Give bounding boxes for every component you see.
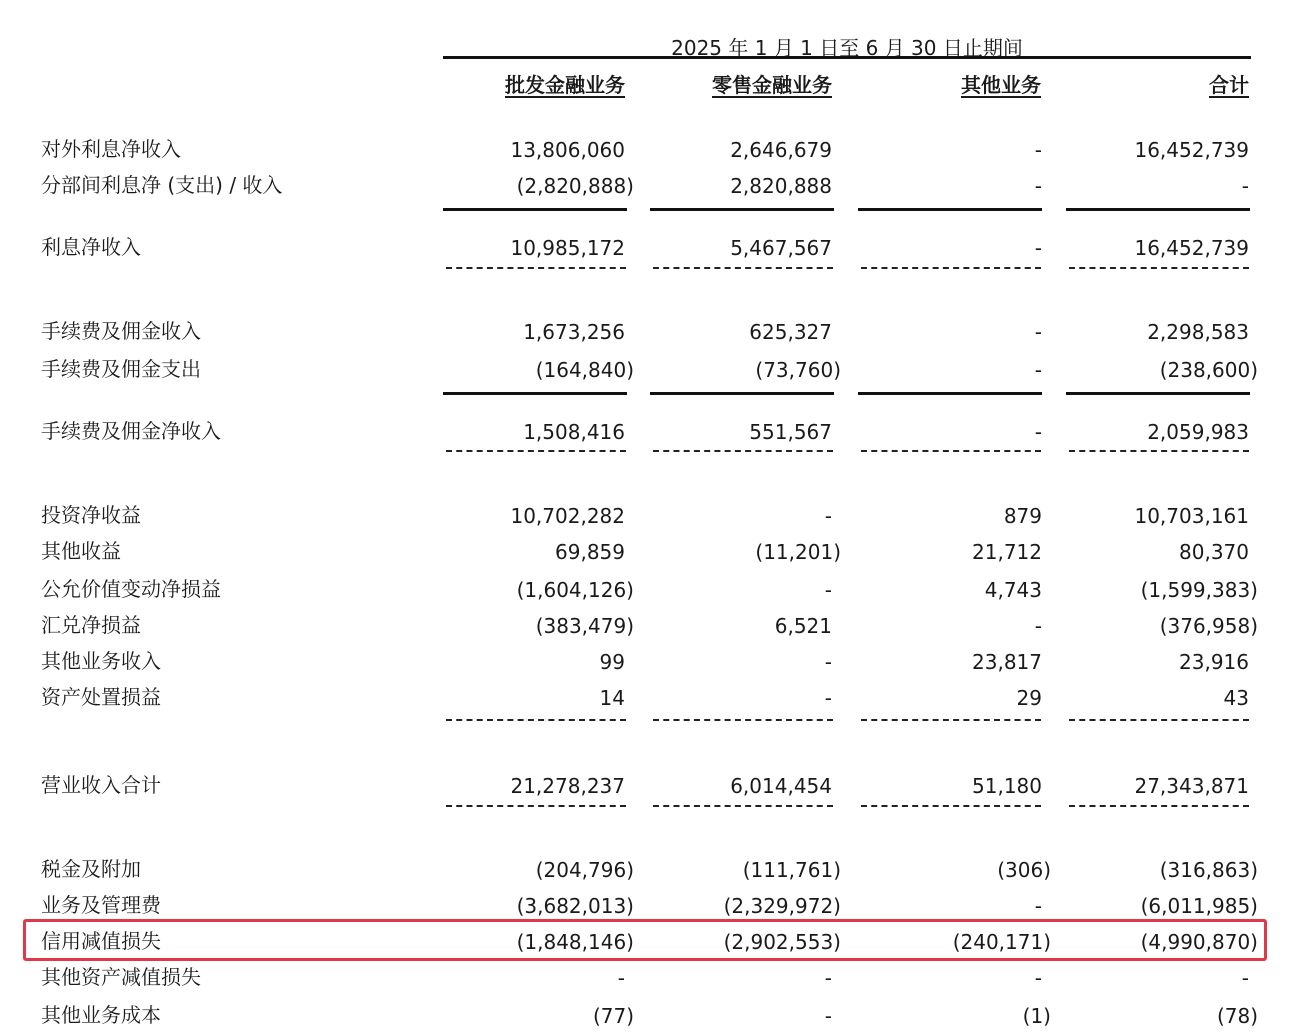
cell-wholesale: 14: [599, 686, 625, 710]
row-label: 税金及附加: [41, 857, 141, 881]
solid-rule: [1066, 392, 1250, 395]
cell-wholesale: 1,673,256: [523, 320, 625, 344]
dashed-rule: [446, 267, 626, 269]
row-label: 公允价值变动净损益: [41, 577, 221, 601]
cell-wholesale: (204,796): [535, 858, 634, 882]
header-rule: [443, 56, 1251, 59]
cell-retail: -: [824, 686, 832, 710]
row-label: 其他业务收入: [41, 649, 161, 673]
dashed-rule: [653, 267, 833, 269]
cell-total: -: [1241, 174, 1249, 198]
cell-retail: -: [824, 966, 832, 990]
cell-retail: (11,201): [755, 540, 841, 564]
cell-total: (6,011,985): [1140, 894, 1258, 918]
row-label: 手续费及佣金净收入: [41, 419, 221, 443]
cell-wholesale: (3,682,013): [516, 894, 634, 918]
cell-retail: 6,521: [774, 614, 832, 638]
cell-retail: (2,329,972): [723, 894, 841, 918]
cell-retail: -: [824, 578, 832, 602]
period-title: 2025 年 1 月 1 日至 6 月 30 日止期间: [671, 36, 1023, 60]
cell-other: -: [1034, 174, 1042, 198]
cell-wholesale: -: [617, 966, 625, 990]
row-label: 手续费及佣金收入: [41, 319, 201, 343]
row-label: 手续费及佣金支出: [41, 357, 201, 381]
cell-total: 16,452,739: [1134, 138, 1249, 162]
dashed-rule: [1069, 450, 1249, 452]
cell-total: 2,298,583: [1147, 320, 1249, 344]
cell-total: (1,599,383): [1140, 578, 1258, 602]
cell-total: 43: [1223, 686, 1249, 710]
cell-wholesale: 1,508,416: [523, 420, 625, 444]
solid-rule: [443, 392, 627, 395]
dashed-rule: [861, 267, 1041, 269]
row-label: 其他收益: [41, 539, 121, 563]
dashed-rule: [861, 805, 1041, 807]
col-other: 其他业务: [961, 73, 1041, 97]
cell-wholesale: (164,840): [535, 358, 634, 382]
dashed-rule: [1069, 805, 1249, 807]
row-label: 资产处置损益: [41, 685, 161, 709]
cell-total: (78): [1216, 1004, 1258, 1028]
row-label: 信用减值损失: [41, 929, 161, 953]
col-total: 合计: [1209, 73, 1249, 97]
cell-wholesale: 99: [599, 650, 625, 674]
cell-wholesale: (1,848,146): [516, 930, 634, 954]
cell-other: 879: [1003, 504, 1042, 528]
dashed-rule: [446, 450, 626, 452]
dashed-rule: [653, 805, 833, 807]
cell-retail: (73,760): [755, 358, 841, 382]
cell-other: -: [1034, 320, 1042, 344]
cell-wholesale: 10,985,172: [510, 236, 625, 260]
dashed-rule: [1069, 267, 1249, 269]
cell-retail: 625,327: [749, 320, 832, 344]
dashed-rule: [861, 719, 1041, 721]
cell-other: -: [1034, 358, 1042, 382]
cell-other: -: [1034, 420, 1042, 444]
solid-rule: [650, 208, 834, 211]
solid-rule: [858, 208, 1042, 211]
row-label: 其他业务成本: [41, 1003, 161, 1027]
cell-other: -: [1034, 966, 1042, 990]
col-wholesale: 批发金融业务: [505, 73, 625, 97]
cell-other: (1): [1022, 1004, 1051, 1028]
cell-other: 21,712: [972, 540, 1042, 564]
cell-retail: (2,902,553): [723, 930, 841, 954]
cell-retail: -: [824, 504, 832, 528]
cell-retail: -: [824, 650, 832, 674]
cell-wholesale: (1,604,126): [516, 578, 634, 602]
cell-other: 23,817: [972, 650, 1042, 674]
cell-wholesale: (2,820,888): [516, 174, 634, 198]
solid-rule: [650, 392, 834, 395]
cell-other: -: [1034, 614, 1042, 638]
row-label: 分部间利息净 (支出) / 收入: [41, 173, 283, 197]
cell-retail: 551,567: [749, 420, 832, 444]
cell-other: (240,171): [952, 930, 1051, 954]
cell-wholesale: (383,479): [535, 614, 634, 638]
cell-total: (238,600): [1159, 358, 1258, 382]
solid-rule: [858, 392, 1042, 395]
row-label: 业务及管理费: [41, 893, 161, 917]
cell-other: -: [1034, 138, 1042, 162]
cell-other: 29: [1016, 686, 1042, 710]
cell-total: 27,343,871: [1134, 774, 1249, 798]
cell-total: 16,452,739: [1134, 236, 1249, 260]
cell-retail: 2,820,888: [730, 174, 832, 198]
solid-rule: [1066, 208, 1250, 211]
cell-other: 51,180: [972, 774, 1042, 798]
dashed-rule: [446, 805, 626, 807]
cell-retail: 6,014,454: [730, 774, 832, 798]
cell-retail: -: [824, 1004, 832, 1028]
row-label: 营业收入合计: [41, 773, 161, 797]
cell-total: (4,990,870): [1140, 930, 1258, 954]
cell-retail: 2,646,679: [730, 138, 832, 162]
cell-wholesale: 69,859: [555, 540, 625, 564]
cell-total: -: [1241, 966, 1249, 990]
cell-total: (376,958): [1159, 614, 1258, 638]
cell-other: -: [1034, 894, 1042, 918]
cell-total: (316,863): [1159, 858, 1258, 882]
cell-total: 80,370: [1179, 540, 1249, 564]
cell-wholesale: 13,806,060: [510, 138, 625, 162]
row-label: 投资净收益: [41, 503, 141, 527]
dashed-rule: [653, 719, 833, 721]
dashed-rule: [446, 719, 626, 721]
row-label: 对外利息净收入: [41, 137, 181, 161]
solid-rule: [443, 208, 627, 211]
row-label: 利息净收入: [41, 235, 141, 259]
cell-other: -: [1034, 236, 1042, 260]
row-label: 其他资产减值损失: [41, 965, 201, 989]
dashed-rule: [861, 450, 1041, 452]
cell-wholesale: (77): [592, 1004, 634, 1028]
cell-retail: 5,467,567: [730, 236, 832, 260]
cell-retail: (111,761): [742, 858, 841, 882]
cell-total: 10,703,161: [1134, 504, 1249, 528]
cell-other: 4,743: [984, 578, 1042, 602]
col-retail: 零售金融业务: [712, 73, 832, 97]
row-label: 汇兑净损益: [41, 613, 141, 637]
cell-total: 2,059,983: [1147, 420, 1249, 444]
cell-total: 23,916: [1179, 650, 1249, 674]
cell-other: (306): [997, 858, 1051, 882]
cell-wholesale: 10,702,282: [510, 504, 625, 528]
dashed-rule: [1069, 719, 1249, 721]
cell-wholesale: 21,278,237: [510, 774, 625, 798]
dashed-rule: [653, 450, 833, 452]
